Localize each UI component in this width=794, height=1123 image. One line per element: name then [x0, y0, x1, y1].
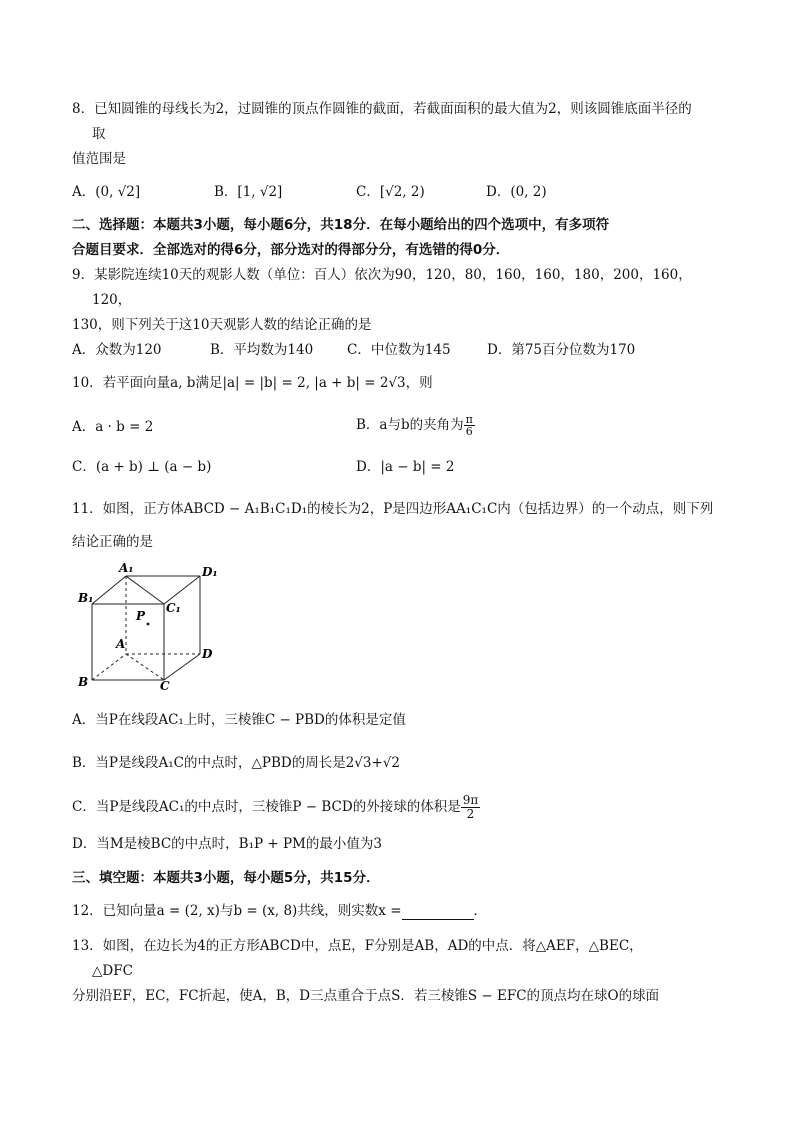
q9-option-c: C．中位数为145 [347, 342, 451, 358]
q11-option-c-denominator: 2 [466, 807, 475, 821]
edge-a1-c1 [126, 576, 164, 604]
q11-option-d: D．当M是棱BC的中点时，B₁P + PM的最小值为3 [72, 836, 382, 852]
label-p: P [136, 609, 146, 623]
q10-option-d: D．|a − b| = 2 [356, 459, 455, 475]
q10-option-b-fraction [464, 414, 475, 437]
section2-heading-line1: 二、选择题：本题共3小题，每小题6分，共18分．在每小题给出的四个选项中，有多项符 [72, 217, 610, 233]
q9-stem-line2: 130，则下列关于这10天观影人数的结论正确的是 [72, 317, 372, 333]
section2-heading-line2: 合题目要求．全部选对的得6分，部分选对的得部分分，有选错的得0分． [72, 242, 510, 258]
section3-heading: 三、填空题：本题共3小题，每小题5分，共15分． [72, 870, 380, 886]
q8-stem-line2: 值范围是 [72, 151, 126, 167]
label-b1: B₁ [78, 591, 94, 605]
q13-stem-line2: 分别沿EF，EC，FC折起，使A，B，D三点重合于点S．若三棱锥S − EFC的顶点均在球O的球面 [72, 988, 660, 1004]
edge-a-c [126, 654, 164, 680]
q10-stem: 10．若平面向量a, b满足|a| = |b| = 2, |a + b| = 2√3，则 [72, 375, 433, 391]
q11-option-c-numerator: 9π [462, 793, 479, 807]
q8-option-d: D．(0, 2) [486, 184, 547, 200]
q11-stem-line2: 结论正确的是 [72, 534, 153, 550]
label-b: B [78, 675, 89, 689]
label-c: C [160, 679, 170, 690]
edge-c1-d1 [164, 576, 200, 604]
q9-option-a: A．众数为120 [72, 342, 162, 358]
label-a1: A₁ [119, 561, 134, 575]
q11-option-a: A．当P在线段AC₁上时，三棱锥C − PBD的体积是定值 [72, 712, 406, 728]
label-c1: C₁ [166, 601, 181, 615]
q8-option-a: A．(0, √2] [72, 184, 141, 200]
q9-option-b: B．平均数为140 [210, 342, 314, 358]
q10-option-b [356, 414, 475, 437]
q10-option-b-denominator: 6 [465, 425, 473, 438]
point-p [147, 623, 150, 626]
q13-stem-line1b: △DFC [92, 963, 133, 979]
q11-stem-line1: 11．如图，正方体ABCD − A₁B₁C₁D₁的棱长为2，P是四边形AA₁C₁C内（包括边界）的一个动点，则下列 [72, 501, 714, 517]
q10-option-b-text: B．a与b的夹角为 [356, 417, 464, 433]
q9-stem-line1b: 120， [92, 292, 132, 308]
edge-b1-a1 [92, 576, 126, 604]
label-d: D [202, 647, 213, 661]
q11-option-c-text: C．当P是线段AC₁的中点时，三棱锥P − BCD的外接球的体积是 [72, 799, 461, 815]
q11-option-c-fraction [461, 794, 481, 821]
edge-b-a [92, 654, 126, 680]
q12-stem-text: 12．已知向量a = (2, x)与b = (x, 8)共线，则实数x = [72, 903, 402, 919]
q9-stem-line1: 9．某影院连续10天的观影人数（单位：百人）依次为90，120，80，160，160，180，200，160， [72, 267, 692, 283]
label-d1: D₁ [202, 565, 218, 579]
q9-option-d: D．第75百分位数为170 [487, 342, 636, 358]
q10-option-c: C．(a + b) ⊥ (a − b) [72, 459, 212, 475]
q11-option-c [72, 794, 480, 821]
q8-stem-line1: 8．已知圆锥的母线长为2，过圆锥的顶点作圆锥的截面，若截面面积的最大值为2，则该圆锥底面半径的 [72, 101, 692, 117]
q11-option-b: B．当P是线段A₁C的中点时，△PBD的周长是2√3+√2 [72, 755, 400, 771]
q8-option-b: B．[1, √2] [214, 184, 283, 200]
edge-c-d [164, 654, 200, 680]
q8-stem-line1b: 取 [92, 126, 106, 142]
cube-figure [72, 558, 232, 690]
q12-stem-end: ． [473, 903, 488, 919]
q10-option-b-numerator: π [465, 413, 473, 426]
label-a: A [116, 637, 126, 651]
q8-option-c: C．[√2, 2) [356, 184, 425, 200]
q13-stem-line1: 13．如图，在边长为4的正方形ABCD中，点E，F分别是AB，AD的中点．将△AEF，△BEC， [72, 938, 643, 954]
q10-option-a: A．a · b = 2 [72, 419, 154, 435]
q12-answer-blank [402, 905, 474, 920]
q12-stem [72, 902, 487, 920]
